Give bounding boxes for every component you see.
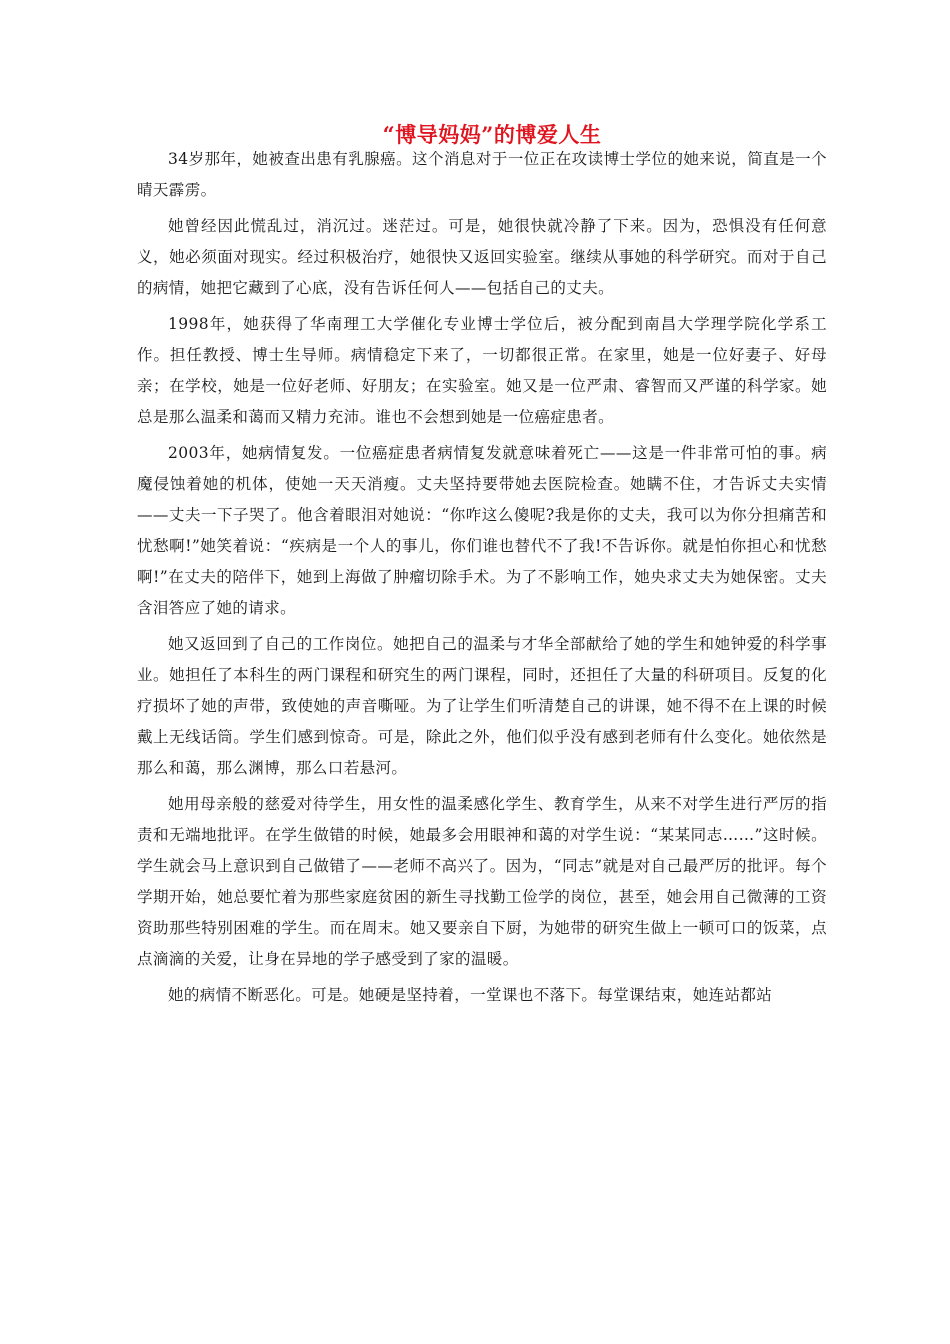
paragraph-3: 1998年，她获得了华南理工大学催化专业博士学位后，被分配到南昌大学理学院化学系工作。担任教授、博士生导师。病情稳定下来了，一切都很正常。在家里，她是一位好妻子、好母亲；在学校，她是一位好老师、好朋友；在实验室。她又是一位严肃、睿智而又严谨的科学家。她总是那么温柔和蔼而又精力充沛。谁也不会想到她是一位癌症患者。 xyxy=(137,315,827,426)
paragraph-7: 她的病情不断恶化。可是。她硬是坚持着，一堂课也不落下。每堂课结束，她连站都站 xyxy=(168,986,773,1004)
paragraph-2: 她曾经因此慌乱过，消沉过。迷茫过。可是，她很快就冷静了下来。因为，恐惧没有任何意义，她必须面对现实。经过积极治疗，她很快又返回实验室。继续从事她的科学研究。而对于自己的病情，她把它藏到了心底，没有告诉任何人——包括自己的丈夫。 xyxy=(137,217,827,297)
paragraph-5: 她又返回到了自己的工作岗位。她把自己的温柔与才华全部献给了她的学生和她钟爱的科学事业。她担任了本科生的两门课程和研究生的两门课程，同时，还担任了大量的科研项目。反复的化疗损坏了她的声带，致使她的声音嘶哑。为了让学生们听清楚自己的讲课，她不得不在上课的时候戴上无线话筒。学生们感到惊奇。可是，除此之外，他们似乎没有感到老师有什么变化。她依然是那么和蔼，那么渊博，那么口若悬河。 xyxy=(137,635,827,777)
paragraph-6: 她用母亲般的慈爱对待学生，用女性的温柔感化学生、教育学生，从来不对学生进行严厉的指责和无端地批评。在学生做错的时候，她最多会用眼神和蔼的对学生说：“某某同志……”这时候。学生就会马上意识到自己做错了——老师不高兴了。因为，“同志”就是对自己最严厉的批评。每个学期开始，她总要忙着为那些家庭贫困的新生寻找勤工俭学的岗位，甚至，她会用自己微薄的工资资助那些特别困难的学生。而在周末。她又要亲自下厨，为她带的研究生做上一顿可口的饭菜，点点滴滴的关爱，让身在异地的学子感受到了家的温暖。 xyxy=(137,795,827,968)
paragraph-1: 34岁那年，她被查出患有乳腺癌。这个消息对于一位正在攻读博士学位的她来说，简直是一个晴天霹雳。 xyxy=(137,150,827,199)
document-title: “博导妈妈”的博爱人生 xyxy=(382,122,602,147)
paragraph-4: 2003年，她病情复发。一位癌症患者病情复发就意味着死亡——这是一件非常可怕的事。病魔侵蚀着她的机体，使她一天天消瘦。丈夫坚持要带她去医院检查。她瞒不住，才告诉丈夫实情——丈夫一下子哭了。他含着眼泪对她说：“你咋这么傻呢?我是你的丈夫，我可以为你分担痛苦和忧愁啊!”她笑着说：“疾病是一个人的事儿，你们谁也替代不了我!不告诉你。就是怕你担心和忧愁啊!”在丈夫的陪伴下，她到上海做了肿瘤切除手术。为了不影响工作，她央求丈夫为她保密。丈夫含泪答应了她的请求。 xyxy=(137,444,827,617)
document-page xyxy=(137,122,827,1011)
